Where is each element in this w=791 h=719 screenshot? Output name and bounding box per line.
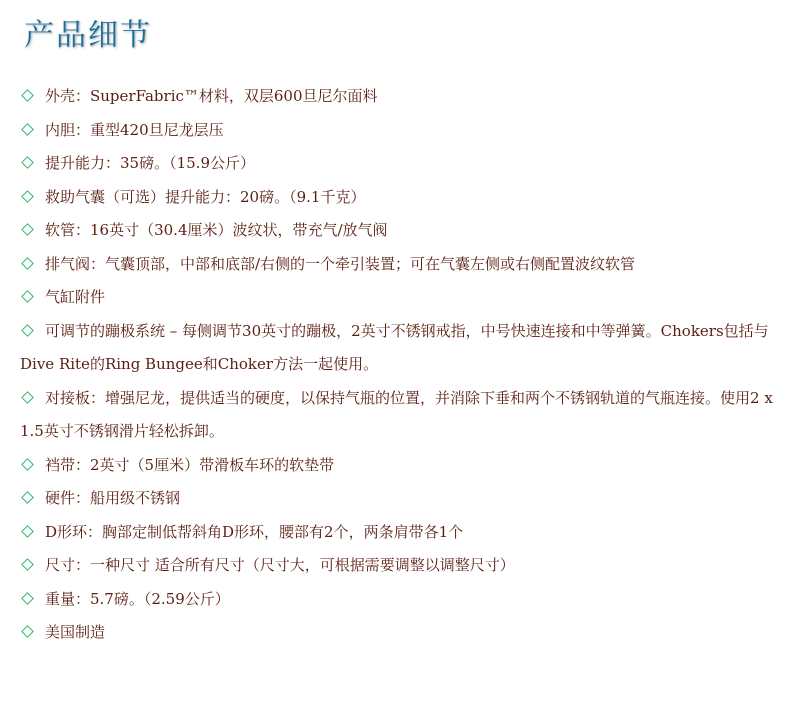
diamond-bullet-icon (21, 625, 34, 638)
list-item-text: 气缸附件 (45, 288, 106, 306)
list-item (20, 616, 785, 650)
diamond-bullet-icon (21, 89, 34, 102)
list-item-text: 救助气囊（可选）提升能力：20磅。（9.1千克） (45, 187, 366, 206)
diamond-bullet-icon (21, 190, 34, 203)
diamond-bullet-icon (21, 156, 34, 169)
list-item (20, 516, 785, 550)
list-item-text: 提升能力：35磅。（15.9公斤） (45, 154, 255, 172)
list-item-text: 软管：16英寸（30.4厘米）波纹状，带充气/放气阀 (45, 221, 388, 239)
diamond-bullet-icon (21, 391, 34, 404)
list-item-text: 重量：5.7磅。（2.59公斤） (45, 589, 230, 608)
list-item-text: 裆带：2英寸（5厘米）带滑板车环的软垫带 (45, 455, 335, 474)
list-item (20, 147, 785, 181)
list-item (20, 114, 785, 148)
list-item (20, 583, 785, 617)
feature-list (20, 80, 785, 650)
diamond-bullet-icon (21, 491, 34, 504)
list-item (20, 382, 785, 449)
list-item-text: 尺寸：一种尺寸 适合所有尺寸（尺寸大，可根据需要调整以调整尺寸） (45, 556, 515, 574)
list-item-text: 排气阀：气囊顶部，中部和底部/右侧的一个牵引装置；可在气囊左侧或右侧配置波纹软管 (45, 254, 636, 273)
list-item (20, 248, 785, 282)
list-item (20, 315, 785, 382)
diamond-bullet-icon (21, 458, 34, 471)
list-item-text: 可调节的蹦极系统 – 每侧调节30英寸的蹦极，2英寸不锈钢戒指，中号快速连接和中等弹簧。Chokers包括与Dive Rite的Ring Bungee和Choker方法一起使用。 (20, 321, 769, 373)
list-item-text: D形环：胸部定制低帮斜角D形环，腰部有2个，两条肩带各1个 (45, 522, 464, 541)
list-item (20, 214, 785, 248)
list-item (20, 80, 785, 114)
diamond-bullet-icon (21, 558, 34, 571)
list-item (20, 482, 785, 516)
diamond-bullet-icon (21, 290, 34, 303)
list-item-text: 对接板：增强尼龙，提供适当的硬度，以保持气瓶的位置，并消除下垂和两个不锈钢轨道的气瓶连接。使用2 x 1.5英寸不锈钢滑片轻松拆卸。 (20, 388, 773, 440)
list-item-text: 内胆：重型420旦尼龙层压 (45, 120, 224, 139)
list-item-text: 硬件：船用级不锈钢 (45, 489, 181, 507)
page-title: 产品细节 (24, 18, 152, 53)
list-item (20, 281, 785, 315)
diamond-bullet-icon (21, 123, 34, 136)
diamond-bullet-icon (21, 223, 34, 236)
list-item-text: 美国制造 (45, 623, 106, 641)
list-item (20, 549, 785, 583)
diamond-bullet-icon (21, 592, 34, 605)
list-item (20, 449, 785, 483)
diamond-bullet-icon (21, 257, 34, 270)
diamond-bullet-icon (21, 324, 34, 337)
diamond-bullet-icon (21, 525, 34, 538)
list-item (20, 181, 785, 215)
list-item-text: 外壳：SuperFabric™材料，双层600旦尼尔面料 (45, 87, 378, 105)
